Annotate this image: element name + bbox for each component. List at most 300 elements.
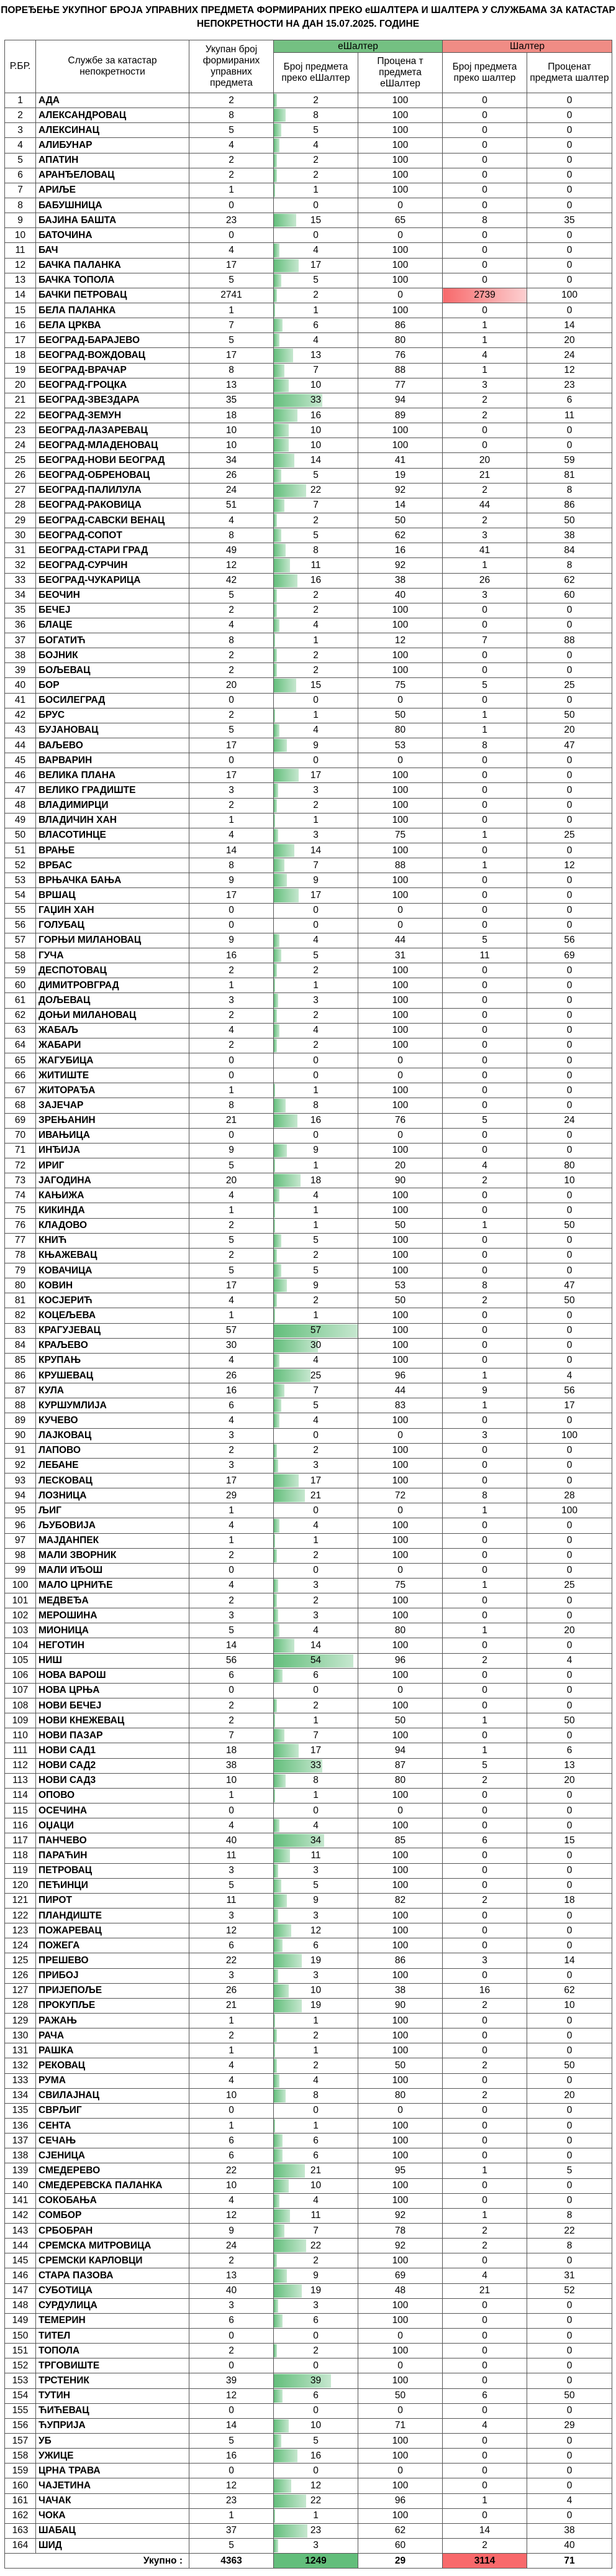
service-name: МАЛИ ЗВОРНИК xyxy=(36,1548,189,1563)
service-name: КРУШЕВАЦ xyxy=(36,1368,189,1383)
table-row xyxy=(5,903,612,918)
table-row xyxy=(5,1083,612,1098)
eshalter-count xyxy=(274,1698,358,1713)
eshalter-count-value: 0 xyxy=(313,229,319,241)
service-name: ПАНЧЕВО xyxy=(36,1833,189,1848)
eshalter-bar xyxy=(274,634,275,647)
eshalter-count-value: 17 xyxy=(310,260,322,271)
row-index: 139 xyxy=(5,2163,36,2178)
eshalter-percent: 100 xyxy=(358,2298,443,2313)
eshalter-percent: 100 xyxy=(358,1263,443,1278)
shalter-count: 2 xyxy=(443,408,527,423)
service-name: ВЛАДИЧИН ХАН xyxy=(36,813,189,828)
shalter-count: 0 xyxy=(443,2178,527,2193)
service-name: КОВАЧИЦА xyxy=(36,1263,189,1278)
shalter-percent: 20 xyxy=(527,1773,612,1788)
total-count: 5 xyxy=(189,1233,274,1248)
eshalter-percent: 80 xyxy=(358,2088,443,2103)
eshalter-count xyxy=(274,393,358,408)
eshalter-count xyxy=(274,1248,358,1263)
eshalter-count-value: 11 xyxy=(310,2210,321,2221)
total-count: 2 xyxy=(189,1698,274,1713)
eshalter-count xyxy=(274,888,358,903)
shalter-count: 0 xyxy=(443,1968,527,1983)
footer-label: Укупно : xyxy=(5,2554,189,2569)
eshalter-count xyxy=(274,1023,358,1038)
shalter-count: 0 xyxy=(443,2478,527,2493)
eshalter-count-value: 2 xyxy=(313,2030,319,2041)
eshalter-count xyxy=(274,1623,358,1638)
eshalter-count-value: 9 xyxy=(313,1895,319,1906)
eshalter-percent: 44 xyxy=(358,1383,443,1398)
total-count: 4 xyxy=(189,243,274,258)
eshalter-percent: 100 xyxy=(358,2028,443,2043)
row-index: 42 xyxy=(5,708,36,723)
shalter-percent: 0 xyxy=(527,2073,612,2088)
eshalter-percent: 20 xyxy=(358,1158,443,1173)
eshalter-percent: 100 xyxy=(358,2344,443,2358)
total-count: 1 xyxy=(189,1083,274,1098)
eshalter-count xyxy=(274,2523,358,2538)
eshalter-count xyxy=(274,258,358,273)
eshalter-percent: 16 xyxy=(358,543,443,558)
eshalter-bar xyxy=(274,559,290,572)
shalter-percent: 0 xyxy=(527,1248,612,1263)
total-count: 5 xyxy=(189,123,274,138)
eshalter-count-value: 2 xyxy=(313,590,319,601)
service-name: РАЖАЊ xyxy=(36,2014,189,2028)
eshalter-count xyxy=(274,1773,358,1788)
row-index: 57 xyxy=(5,933,36,948)
eshalter-bar xyxy=(274,1864,278,1877)
row-index: 5 xyxy=(5,153,36,168)
shalter-percent: 0 xyxy=(527,1878,612,1893)
table-body xyxy=(5,93,612,2554)
eshalter-percent: 86 xyxy=(358,1953,443,1968)
eshalter-percent: 100 xyxy=(358,1608,443,1623)
total-count: 10 xyxy=(189,438,274,453)
row-index: 145 xyxy=(5,2253,36,2268)
total-count: 6 xyxy=(189,1668,274,1683)
row-index: 142 xyxy=(5,2208,36,2223)
eshalter-count-value: 10 xyxy=(310,380,322,391)
total-count: 6 xyxy=(189,2313,274,2328)
eshalter-percent: 90 xyxy=(358,1173,443,1188)
total-count: 0 xyxy=(189,903,274,918)
eshalter-bar xyxy=(274,2510,275,2523)
eshalter-count xyxy=(274,933,358,948)
header-total: Укупан број формираних управних предмета xyxy=(189,40,274,93)
eshalter-count xyxy=(274,198,358,213)
table-row xyxy=(5,1683,612,1698)
table-row xyxy=(5,1953,612,1968)
shalter-count: 2 xyxy=(443,1293,527,1308)
total-count: 6 xyxy=(189,2148,274,2163)
service-name: ОПОВО xyxy=(36,1788,189,1803)
shalter-count: 0 xyxy=(443,1128,527,1143)
shalter-percent: 0 xyxy=(527,2103,612,2118)
eshalter-count xyxy=(274,2283,358,2298)
table-row xyxy=(5,138,612,153)
eshalter-bar xyxy=(274,829,278,842)
shalter-count: 21 xyxy=(443,468,527,483)
eshalter-bar xyxy=(274,2239,306,2252)
shalter-percent: 0 xyxy=(527,1068,612,1083)
shalter-count: 2 xyxy=(443,1173,527,1188)
eshalter-count-value: 0 xyxy=(313,1685,319,1696)
shalter-percent: 40 xyxy=(527,2538,612,2553)
service-name: КНИЋ xyxy=(36,1233,189,1248)
eshalter-count-value: 4 xyxy=(313,139,319,150)
total-count: 2 xyxy=(189,2253,274,2268)
shalter-count: 0 xyxy=(443,1668,527,1683)
shalter-percent: 35 xyxy=(527,213,612,228)
shalter-percent: 0 xyxy=(527,1098,612,1113)
eshalter-bar xyxy=(274,2089,286,2102)
service-name: ЗАЈЕЧАР xyxy=(36,1098,189,1113)
row-index: 34 xyxy=(5,588,36,603)
eshalter-bar xyxy=(274,289,277,302)
total-count: 16 xyxy=(189,2449,274,2464)
table-row xyxy=(5,1833,612,1848)
row-index: 86 xyxy=(5,1368,36,1383)
eshalter-bar xyxy=(274,724,279,737)
eshalter-count-value: 2 xyxy=(313,2060,319,2071)
total-count: 3 xyxy=(189,1863,274,1878)
eshalter-bar xyxy=(274,139,279,152)
shalter-count: 0 xyxy=(443,423,527,438)
row-index: 49 xyxy=(5,813,36,828)
eshalter-count xyxy=(274,783,358,798)
service-name: ЈАГОДИНА xyxy=(36,1173,189,1188)
table-row xyxy=(5,1713,612,1728)
eshalter-percent: 0 xyxy=(358,1683,443,1698)
row-index: 64 xyxy=(5,1038,36,1053)
shalter-percent: 100 xyxy=(527,1428,612,1443)
shalter-percent: 24 xyxy=(527,348,612,363)
shalter-count: 0 xyxy=(443,258,527,273)
eshalter-percent: 100 xyxy=(358,798,443,813)
eshalter-count-value: 0 xyxy=(313,2465,319,2476)
shalter-count: 16 xyxy=(443,1983,527,1998)
row-index: 16 xyxy=(5,318,36,333)
eshalter-bar xyxy=(274,2495,306,2508)
eshalter-count xyxy=(274,1804,358,1818)
eshalter-count-value: 4 xyxy=(313,935,319,946)
total-count: 2 xyxy=(189,663,274,678)
eshalter-percent: 38 xyxy=(358,1983,443,1998)
table-row xyxy=(5,2538,612,2553)
eshalter-count-value: 16 xyxy=(310,1115,322,1126)
eshalter-bar xyxy=(274,1474,299,1487)
eshalter-percent: 100 xyxy=(358,243,443,258)
eshalter-bar xyxy=(274,1024,279,1037)
service-name: ЋИЋЕВАЦ xyxy=(36,2403,189,2418)
table-row xyxy=(5,1323,612,1338)
shalter-percent: 0 xyxy=(527,2433,612,2448)
shalter-count: 3 xyxy=(443,588,527,603)
eshalter-bar xyxy=(274,964,277,977)
total-count: 20 xyxy=(189,1173,274,1188)
table-row xyxy=(5,1548,612,1563)
eshalter-percent: 100 xyxy=(358,2073,443,2088)
service-name: ГАЏИН ХАН xyxy=(36,903,189,918)
service-name: БРУС xyxy=(36,708,189,723)
eshalter-count xyxy=(274,708,358,723)
service-name: ЉУБОВИЈА xyxy=(36,1518,189,1533)
row-index: 12 xyxy=(5,258,36,273)
eshalter-percent: 0 xyxy=(358,2403,443,2418)
table-row xyxy=(5,753,612,768)
shalter-count: 8 xyxy=(443,738,527,753)
table-row xyxy=(5,153,612,168)
eshalter-count-value: 33 xyxy=(310,1760,322,1771)
eshalter-count xyxy=(274,1068,358,1083)
row-index: 148 xyxy=(5,2298,36,2313)
shalter-count: 0 xyxy=(443,303,527,318)
table-row xyxy=(5,2268,612,2283)
total-count: 34 xyxy=(189,453,274,468)
service-name: ЖИТОРАЂА xyxy=(36,1083,189,1098)
shalter-count: 0 xyxy=(443,2014,527,2028)
eshalter-bar xyxy=(274,2059,277,2072)
row-index: 151 xyxy=(5,2344,36,2358)
total-count: 0 xyxy=(189,2403,274,2418)
shalter-count: 1 xyxy=(443,1398,527,1413)
eshalter-count-value: 2 xyxy=(313,1550,319,1561)
shalter-percent: 0 xyxy=(527,1863,612,1878)
shalter-count: 0 xyxy=(443,2134,527,2148)
service-name: ПИРОТ xyxy=(36,1893,189,1908)
table-row xyxy=(5,2148,612,2163)
service-name: ТРСТЕНИК xyxy=(36,2373,189,2388)
eshalter-percent: 100 xyxy=(358,768,443,783)
service-name: ПРИБОЈ xyxy=(36,1968,189,1983)
service-name: СВРЉИГ xyxy=(36,2103,189,2118)
eshalter-percent: 50 xyxy=(358,1218,443,1233)
eshalter-bar xyxy=(274,1399,281,1412)
eshalter-count-value: 5 xyxy=(313,1400,319,1411)
shalter-count: 0 xyxy=(443,123,527,138)
shalter-percent: 0 xyxy=(527,183,612,198)
table-row xyxy=(5,798,612,813)
row-index: 58 xyxy=(5,948,36,963)
shalter-count: 0 xyxy=(443,1143,527,1158)
service-name: КУРШУМЛИЈА xyxy=(36,1398,189,1413)
table-row xyxy=(5,1023,612,1038)
eshalter-bar xyxy=(274,1714,275,1727)
total-count: 0 xyxy=(189,918,274,933)
total-count: 4 xyxy=(189,618,274,633)
service-name: ПЛАНДИШТЕ xyxy=(36,1909,189,1923)
table-row xyxy=(5,1488,612,1503)
shalter-count: 0 xyxy=(443,2449,527,2464)
eshalter-count-value: 16 xyxy=(310,575,322,586)
eshalter-bar xyxy=(274,2254,277,2267)
shalter-percent: 31 xyxy=(527,2268,612,2283)
row-index: 113 xyxy=(5,1773,36,1788)
eshalter-count-value: 1 xyxy=(313,1790,319,1801)
shalter-percent: 0 xyxy=(527,1848,612,1863)
table-row xyxy=(5,438,612,453)
total-count: 11 xyxy=(189,1848,274,1863)
row-index: 70 xyxy=(5,1128,36,1143)
eshalter-count-value: 2 xyxy=(313,965,319,976)
eshalter-percent: 100 xyxy=(358,1923,443,1938)
total-count: 5 xyxy=(189,1158,274,1173)
shalter-count: 0 xyxy=(443,2344,527,2358)
eshalter-bar xyxy=(274,109,286,122)
row-index: 48 xyxy=(5,798,36,813)
eshalter-percent: 100 xyxy=(358,183,443,198)
total-count: 1 xyxy=(189,813,274,828)
table-row xyxy=(5,423,612,438)
shalter-count: 1 xyxy=(443,318,527,333)
total-count: 4 xyxy=(189,513,274,528)
eshalter-bar xyxy=(274,2390,283,2403)
total-count: 2 xyxy=(189,1008,274,1023)
eshalter-bar xyxy=(274,1519,279,1532)
total-count: 13 xyxy=(189,2268,274,2283)
eshalter-count xyxy=(274,693,358,708)
eshalter-count-value: 4 xyxy=(313,2195,319,2206)
table-row xyxy=(5,1593,612,1608)
eshalter-percent: 100 xyxy=(358,2508,443,2523)
shalter-percent: 29 xyxy=(527,2418,612,2433)
total-count: 2 xyxy=(189,2344,274,2358)
table-row xyxy=(5,1353,612,1368)
eshalter-bar xyxy=(274,1234,281,1247)
eshalter-count-value: 0 xyxy=(313,1505,319,1516)
service-name: ШИД xyxy=(36,2538,189,2553)
table-row xyxy=(5,363,612,378)
eshalter-count-value: 3 xyxy=(313,785,319,796)
shalter-percent: 0 xyxy=(527,798,612,813)
total-count: 12 xyxy=(189,558,274,573)
eshalter-bar xyxy=(274,169,277,182)
eshalter-percent: 100 xyxy=(358,1548,443,1563)
eshalter-count xyxy=(274,1998,358,2013)
eshalter-percent: 100 xyxy=(358,963,443,978)
eshalter-count xyxy=(274,2014,358,2028)
eshalter-count-value: 1 xyxy=(313,1309,319,1321)
table-row xyxy=(5,2193,612,2208)
shalter-count: 0 xyxy=(443,2253,527,2268)
eshalter-count xyxy=(274,1818,358,1833)
service-name: БЕОГРАД-СОПОТ xyxy=(36,528,189,543)
service-name: АРАНЂЕЛОВАЦ xyxy=(36,168,189,183)
eshalter-count xyxy=(274,2464,358,2478)
eshalter-count xyxy=(274,2508,358,2523)
shalter-count: 44 xyxy=(443,498,527,513)
shalter-percent: 0 xyxy=(527,1593,612,1608)
shalter-percent: 17 xyxy=(527,1398,612,1413)
eshalter-bar xyxy=(274,889,299,902)
eshalter-percent: 0 xyxy=(358,1804,443,1818)
table-row xyxy=(5,408,612,423)
eshalter-count-value: 5 xyxy=(313,950,319,961)
eshalter-count xyxy=(274,1518,358,1533)
service-name: АРИЉЕ xyxy=(36,183,189,198)
eshalter-bar xyxy=(274,364,284,377)
row-index: 23 xyxy=(5,423,36,438)
eshalter-count xyxy=(274,618,358,633)
shalter-count: 2 xyxy=(443,513,527,528)
total-count: 5 xyxy=(189,273,274,288)
total-count: 2 xyxy=(189,963,274,978)
service-name: БАЈИНА БАШТА xyxy=(36,213,189,228)
row-index: 83 xyxy=(5,1323,36,1338)
eshalter-count-value: 22 xyxy=(310,485,322,496)
table-row xyxy=(5,483,612,498)
total-count: 23 xyxy=(189,213,274,228)
service-name: СМЕДЕРЕВО xyxy=(36,2163,189,2178)
shalter-percent: 20 xyxy=(527,1623,612,1638)
service-name: БЕОГРАД-ВОЖДОВАЦ xyxy=(36,348,189,363)
eshalter-percent: 100 xyxy=(358,273,443,288)
shalter-count: 0 xyxy=(443,138,527,153)
service-name: ДИМИТРОВГРАД xyxy=(36,978,189,993)
shalter-percent: 0 xyxy=(527,1143,612,1158)
eshalter-percent: 100 xyxy=(358,1593,443,1608)
eshalter-count-value: 8 xyxy=(313,2090,319,2101)
service-name: СРБОБРАН xyxy=(36,2223,189,2238)
service-name: ЛАПОВО xyxy=(36,1443,189,1458)
eshalter-count xyxy=(274,2118,358,2133)
service-name: ЧАЈЕТИНА xyxy=(36,2478,189,2493)
eshalter-bar xyxy=(274,1639,294,1652)
total-count: 17 xyxy=(189,738,274,753)
eshalter-count-value: 10 xyxy=(310,424,322,436)
header-group-shalter: Шалтер xyxy=(443,40,612,53)
table-row xyxy=(5,1008,612,1023)
service-name: ЛАЈКОВАЦ xyxy=(36,1428,189,1443)
eshalter-count xyxy=(274,993,358,1008)
table-row xyxy=(5,723,612,738)
table-row xyxy=(5,1983,612,1998)
service-name: БОЉЕВАЦ xyxy=(36,663,189,678)
eshalter-percent: 100 xyxy=(358,138,443,153)
eshalter-count-value: 14 xyxy=(310,454,322,465)
eshalter-bar xyxy=(274,1444,277,1457)
eshalter-percent: 78 xyxy=(358,2223,443,2238)
eshalter-count xyxy=(274,2103,358,2118)
shalter-percent: 25 xyxy=(527,828,612,843)
total-count: 0 xyxy=(189,1804,274,1818)
eshalter-bar xyxy=(274,1174,301,1187)
eshalter-count-value: 13 xyxy=(310,349,322,360)
shalter-percent: 0 xyxy=(527,768,612,783)
table-row xyxy=(5,1863,612,1878)
eshalter-bar xyxy=(274,2119,275,2132)
eshalter-count-value: 8 xyxy=(313,109,319,121)
row-index: 26 xyxy=(5,468,36,483)
eshalter-percent: 100 xyxy=(358,1728,443,1743)
row-index: 2 xyxy=(5,108,36,123)
eshalter-count-value: 6 xyxy=(313,2135,319,2146)
eshalter-percent: 100 xyxy=(358,2433,443,2448)
total-count: 4 xyxy=(189,1353,274,1368)
row-index: 161 xyxy=(5,2493,36,2508)
shalter-count: 0 xyxy=(443,903,527,918)
shalter-percent: 0 xyxy=(527,153,612,168)
eshalter-count-value: 5 xyxy=(313,1265,319,1276)
total-count: 38 xyxy=(189,1758,274,1773)
table-row xyxy=(5,1248,612,1263)
service-name: БЕОГРАД-РАКОВИЦА xyxy=(36,498,189,513)
service-name: ПРИЈЕПОЉЕ xyxy=(36,1983,189,1998)
eshalter-count xyxy=(274,1203,358,1218)
